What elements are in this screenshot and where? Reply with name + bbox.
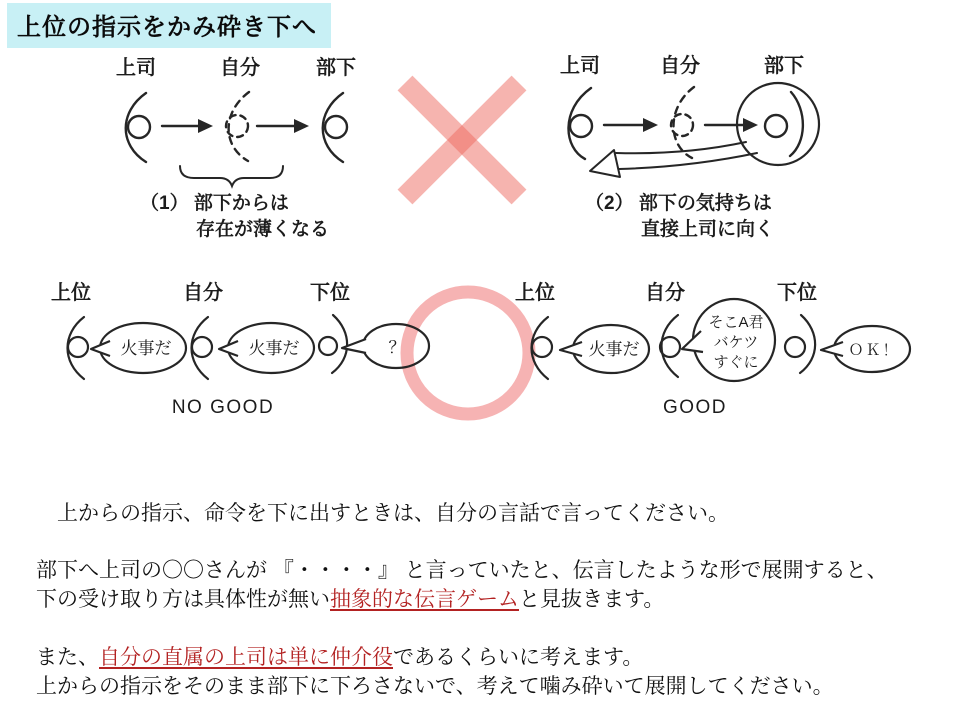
arrow-right-icon: [604, 118, 658, 132]
diagram-bypass-to-boss: [560, 53, 819, 240]
verdict-label: GOOD: [662, 397, 728, 418]
speech-bubble: [219, 323, 314, 373]
person-icon: [68, 317, 89, 379]
label-self: 自分: [660, 55, 700, 77]
label-subordinate: 部下: [764, 55, 804, 77]
body-text: 上からの指示をそのまま部下に下ろさないで、考えて噛み砕いて展開してください。: [36, 674, 834, 698]
page-title: 上位の指示をかみ砕き下へ: [7, 3, 331, 48]
speech-bubble: [91, 323, 186, 373]
person-icon: [126, 93, 150, 162]
bubble-text-line3: すぐに: [713, 354, 759, 371]
person-dashed-icon: [671, 87, 694, 158]
label-subordinate: 部下: [316, 57, 356, 79]
body-text: であるくらいに考えます。: [393, 646, 644, 669]
label-self: 自分: [220, 57, 260, 79]
caption-line1: （2） 部下の気持ちは: [585, 193, 772, 214]
label-lower: 下位: [777, 282, 817, 304]
label-boss: 上司: [116, 57, 156, 79]
caption-line1: （1） 部下からは: [140, 193, 289, 214]
label-upper: 上位: [515, 282, 555, 304]
body-paragraph-2: [36, 557, 946, 614]
bubble-text: ＯＫ！: [848, 342, 900, 359]
label-boss: 上司: [560, 55, 600, 77]
highlighted-text: 自分の直属の上司は単に仲介役: [99, 646, 393, 669]
bubble-text: 火事だ: [588, 340, 640, 359]
person-icon: [192, 317, 213, 379]
body-text: 部下へ上司の〇〇さんが 『・・・・』 と言っていたと、伝言したような形で展開すると、: [36, 559, 888, 582]
person-facing-left-icon: [319, 315, 347, 373]
caption-line2: 存在が薄くなる: [196, 219, 330, 240]
person-icon: [568, 88, 592, 159]
person-facing-left-icon: [765, 92, 803, 156]
label-self: 自分: [645, 282, 685, 304]
caption-line2: 直接上司に向く: [641, 219, 775, 240]
arrow-right-icon: [705, 118, 758, 132]
body-text: 上からの指示、命令を下に出すときは、自分の言話で言ってください。: [36, 502, 729, 525]
circle-mark-icon: [407, 292, 529, 414]
person-icon: [323, 93, 347, 162]
arrow-right-icon: [162, 119, 213, 133]
body-text: 下の受け取り方は具体性が無い: [36, 587, 330, 611]
cross-mark-icon: [405, 83, 519, 197]
underbrace-icon: [180, 166, 283, 186]
body-paragraph-3: [36, 644, 946, 701]
diagram-relay-fades: [116, 55, 356, 240]
highlighted-text: 抽象的な伝言ゲーム: [330, 587, 519, 611]
diagram-good: [515, 280, 910, 418]
body-paragraph-1: [36, 500, 946, 529]
person-facing-left-icon: [785, 315, 815, 373]
diagram-no-good: [51, 280, 429, 418]
bubble-text-line2: バケツ: [713, 334, 759, 351]
body-line: [36, 586, 946, 615]
body-line: [36, 557, 946, 586]
bubble-text: 火事だ: [248, 339, 300, 358]
speech-bubble: [682, 299, 775, 381]
body-text: また、: [36, 646, 99, 669]
verdict-label: NO GOOD: [171, 397, 275, 418]
bubble-text-line1: そこA君: [708, 314, 764, 331]
label-upper: 上位: [51, 282, 91, 304]
arrow-right-icon: [257, 119, 309, 133]
speech-bubble: [821, 326, 910, 372]
person-icon: [660, 315, 680, 377]
body-line: [36, 673, 946, 702]
body-line: [36, 644, 946, 673]
speech-bubble: [560, 325, 649, 373]
label-self: 自分: [183, 282, 223, 304]
bubble-text: ？: [388, 338, 406, 357]
label-lower: 下位: [310, 282, 350, 304]
return-arrow-icon: [590, 142, 757, 177]
person-dashed-icon: [226, 92, 249, 161]
bubble-text: 火事だ: [120, 339, 172, 358]
body-text: と見抜きます。: [519, 587, 665, 611]
